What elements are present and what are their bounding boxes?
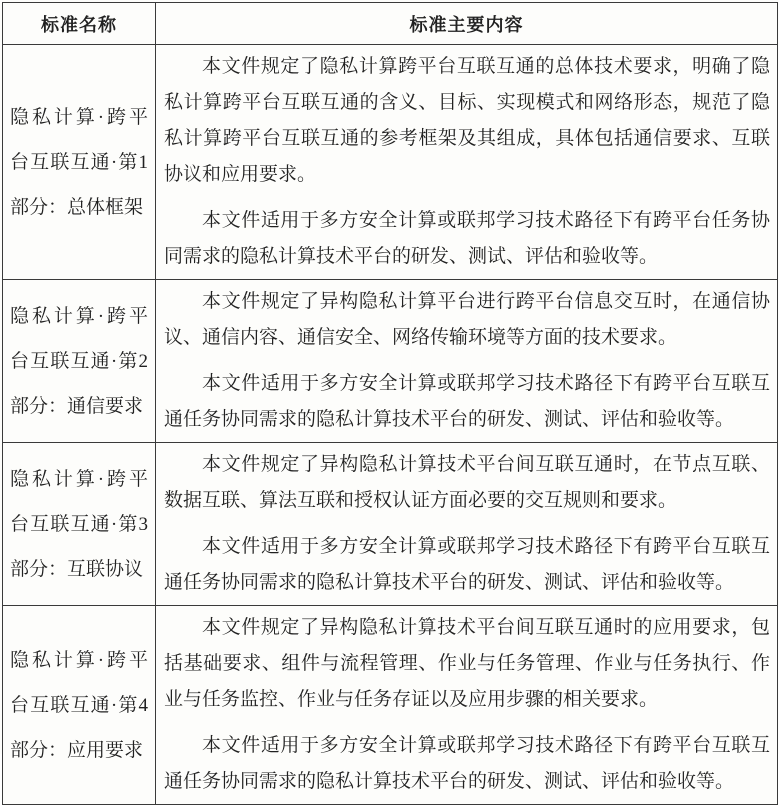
- standard-description-paragraph: 本文件规定了异构隐私计算平台进行跨平台信息交互时，在通信协议、通信内容、通信安全、网络传输环境等方面的技术要求。: [164, 291, 770, 348]
- standard-name: 隐私计算·跨平台互联互通·第2部分：通信要求: [10, 305, 148, 417]
- header-standard-name: 标准名称: [3, 3, 156, 45]
- standard-name: 隐私计算·跨平台互联互通·第3部分：互联协议: [10, 468, 148, 580]
- standard-content-cell: [156, 280, 778, 443]
- standard-description-paragraph: 本文件适用于多方安全计算或联邦学习技术路径下有跨平台互联互通任务协同需求的隐私计算技术平台的研发、测试、评估和验收等。: [164, 373, 770, 430]
- standard-description-paragraph: 本文件适用于多方安全计算或联邦学习技术路径下有跨平台互联互通任务协同需求的隐私计算技术平台的研发、测试、评估和验收等。: [164, 735, 770, 792]
- standard-description-paragraph: 本文件适用于多方安全计算或联邦学习技术路径下有跨平台任务协同需求的隐私计算技术平台的研发、测试、评估和验收等。: [164, 210, 770, 267]
- standard-description-paragraph: 本文件规定了异构隐私计算技术平台间互联互通时，在节点互联、数据互联、算法互联和授权认证方面必要的交互规则和要求。: [164, 454, 770, 511]
- standards-table: [2, 2, 778, 805]
- header-row: [3, 3, 778, 45]
- table-row: [3, 45, 778, 280]
- header-standard-content: 标准主要内容: [156, 3, 778, 45]
- standard-description-paragraph: 本文件规定了异构隐私计算技术平台间互联互通时的应用要求，包括基础要求、组件与流程管理、作业与任务管理、作业与任务执行、作业与任务监控、作业与任务存证以及应用步骤的相关要求。: [164, 617, 770, 710]
- table-body: [3, 45, 778, 805]
- standard-content-cell: [156, 443, 778, 606]
- standard-content-cell: [156, 606, 778, 805]
- standard-name: 隐私计算·跨平台互联互通·第4部分：应用要求: [10, 649, 148, 761]
- table-header: [3, 3, 778, 45]
- table-row: [3, 443, 778, 606]
- standard-description-paragraph: 本文件规定了隐私计算跨平台互联互通的总体技术要求，明确了隐私计算跨平台互联互通的含义、目标、实现模式和网络形态，规范了隐私计算跨平台互联互通的参考框架及其组成，具体包括通信要求、互联协议和应用要求。: [164, 56, 770, 185]
- standard-name-cell: [3, 45, 156, 280]
- standard-description-paragraph: 本文件适用于多方安全计算或联邦学习技术路径下有跨平台互联互通任务协同需求的隐私计算技术平台的研发、测试、评估和验收等。: [164, 536, 770, 593]
- standard-name-cell: [3, 443, 156, 606]
- standard-name: 隐私计算·跨平台互联互通·第1部分：总体框架: [10, 106, 148, 218]
- standard-name-cell: [3, 280, 156, 443]
- table-row: [3, 606, 778, 805]
- table-row: [3, 280, 778, 443]
- standard-content-cell: [156, 45, 778, 280]
- standard-name-cell: [3, 606, 156, 805]
